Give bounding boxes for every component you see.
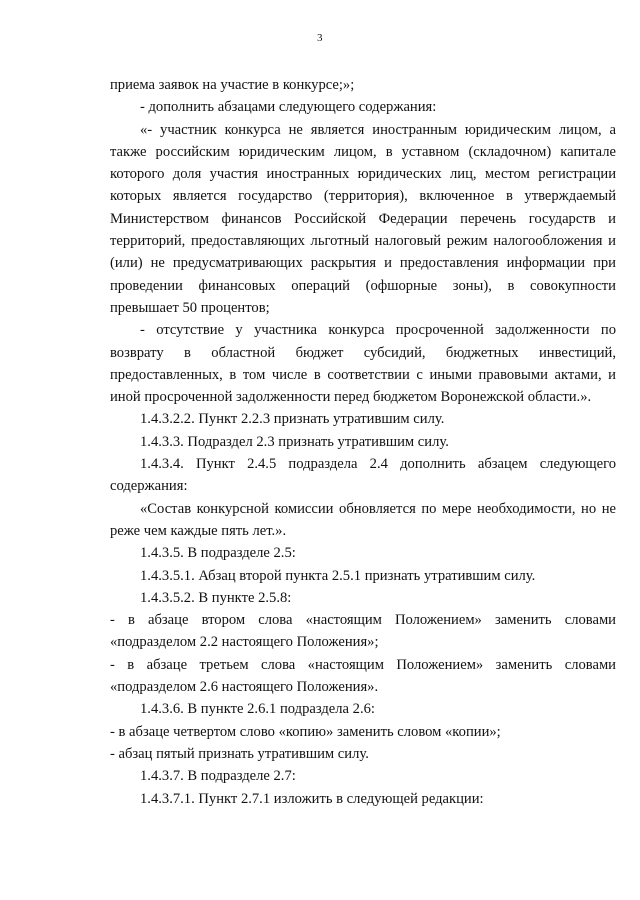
paragraph-participant-requirement: «- участник конкурса не является иностранным юридическим лицом, а также российским юридическим лицом, в уставном (складочном) капитале которого доля участия иностранных юридических лиц, местом регистрации которых является государство (территория), включенное в утверждаемый Министерством финансов Российской Федерации перечень государств и территорий, предоставляющих льготный налоговый режим налогообложения и (или) не предусматривающих раскрытия и предоставления информации при проведении финансовых операций (офшорные зоны), в совокупности превышает 50 процентов; (110, 121, 616, 316)
paragraph-item-1-4-3-7-1: 1.4.3.7.1. Пункт 2.7.1 изложить в следующей редакции: (140, 790, 484, 807)
paragraph-item-1-4-3-6: 1.4.3.6. В пункте 2.6.1 подраздела 2.6: (140, 701, 375, 718)
paragraph-amendment-intro: - дополнить абзацами следующего содержания: (140, 99, 437, 116)
paragraph-item-1-4-3-5-2: 1.4.3.5.2. В пункте 2.5.8: (140, 589, 292, 606)
paragraph-fourth-abzac: - в абзаце четвертом слово «копию» заменить словом «копии»; (110, 723, 501, 740)
paragraph-commission-quote: «Состав конкурсной комиссии обновляется по мере необходимости, но не реже чем каждые пять лет.». (110, 500, 616, 539)
paragraph-debt-requirement: - отсутствие у участника конкурса просроченной задолженности по возврату в областной бюджет субсидий, бюджетных инвестиций, предоставленных, в том числе в соответствии с иными правовыми актами, и иной просроченной задолженности перед бюджетом Воронежской области.». (110, 322, 616, 406)
paragraph-item-1-4-3-3: 1.4.3.3. Подраздел 2.3 признать утратившим силу. (140, 433, 449, 450)
paragraph-third-abzac: - в абзаце третьем слова «настоящим Положением» заменить словами «подразделом 2.6 настоящего Положения». (110, 656, 616, 696)
paragraph-item-1-4-3-5: 1.4.3.5. В подразделе 2.5: (140, 545, 296, 562)
paragraph-item-1-4-3-4: 1.4.3.4. Пункт 2.4.5 подраздела 2.4 дополнить абзацем следующего содержания: (110, 456, 616, 495)
paragraph-continuation: приема заявок на участие в конкурсе;»; (110, 77, 355, 93)
paragraph-fifth-abzac: - абзац пятый признать утратившим силу. (110, 745, 369, 762)
document-body (110, 74, 616, 810)
paragraph-item-1-4-3-5-1: 1.4.3.5.1. Абзац второй пункта 2.5.1 признать утратившим силу. (140, 567, 536, 584)
paragraph-second-abzac: - в абзаце втором слова «настоящим Положением» заменить словами «подразделом 2.2 настоящего Положения»; (110, 612, 616, 651)
paragraph-item-1-4-3-7: 1.4.3.7. В подразделе 2.7: (140, 768, 296, 785)
paragraph-item-1-4-3-2-2: 1.4.3.2.2. Пункт 2.2.3 признать утратившим силу. (140, 411, 445, 428)
page-number: 3 (317, 32, 323, 44)
